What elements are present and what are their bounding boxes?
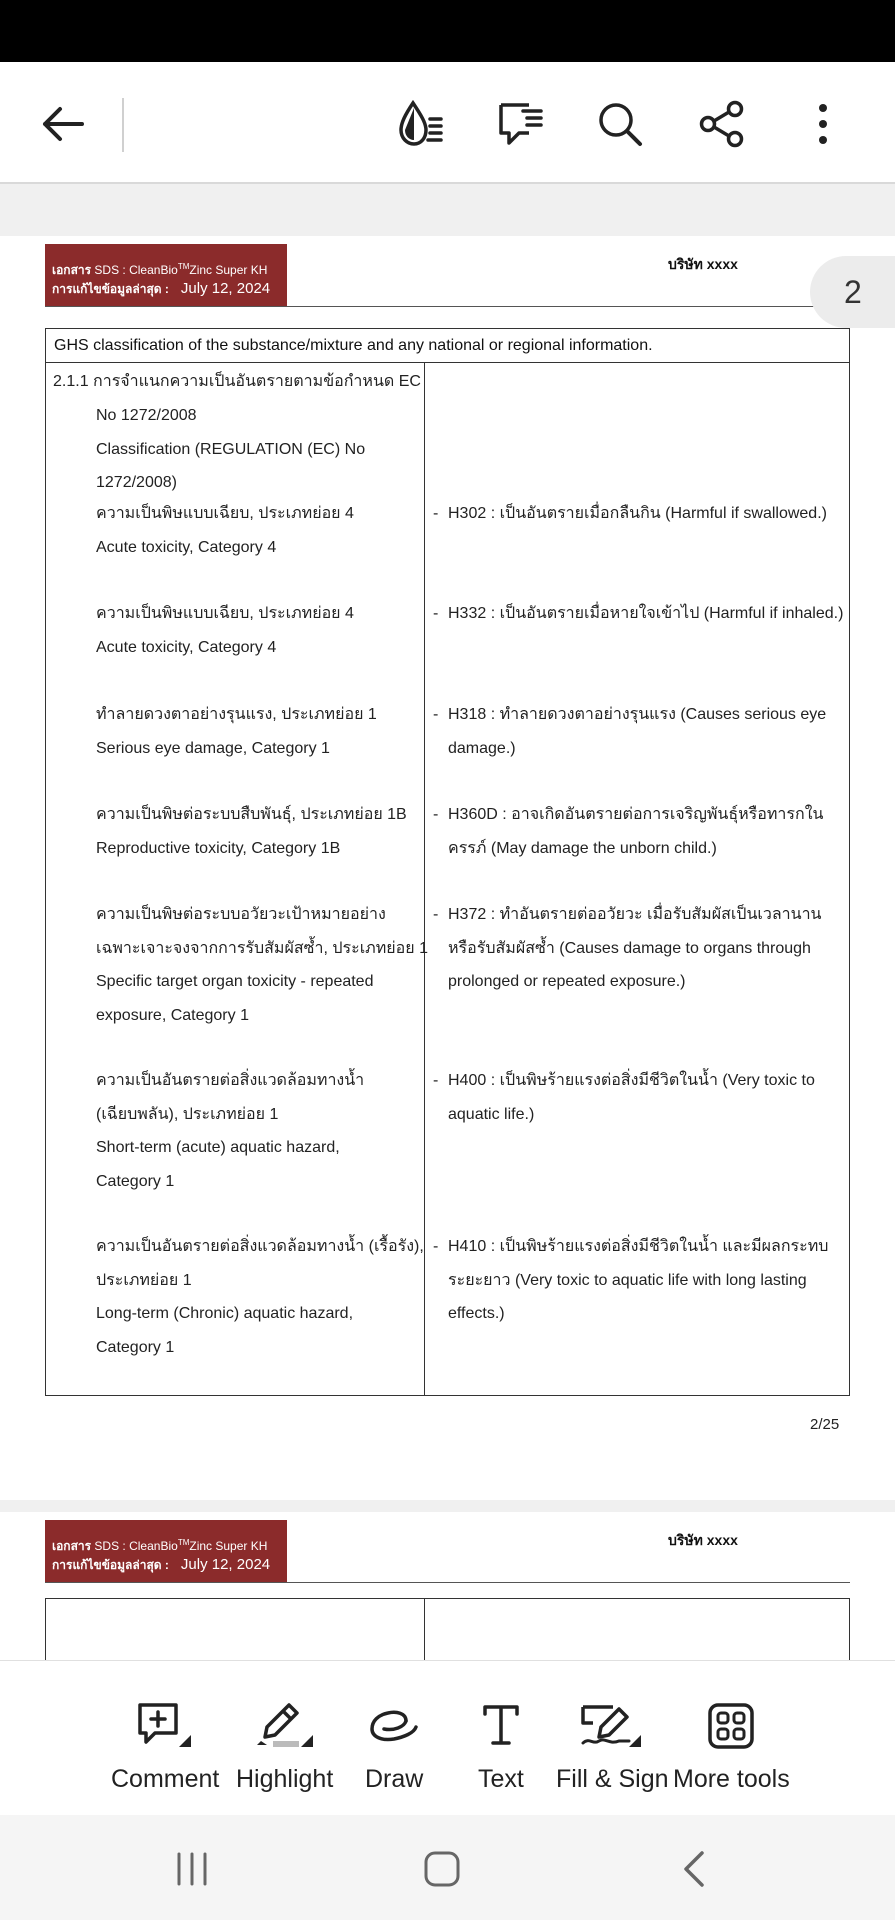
hazard-statement-line: ระยะยาว (Very toxic to aquatic life with long lasting <box>448 1271 807 1289</box>
hazard-statement-line: H360D : อาจเกิดอันตรายต่อการเจริญพันธุ์หรือทารกใน <box>448 806 824 823</box>
company-name: บริษัท xxxx <box>668 1532 738 1548</box>
page-number: 2/25 <box>810 1416 840 1433</box>
bottom-toolbar <box>0 1660 895 1815</box>
status-bar <box>0 0 895 62</box>
system-nav-bar <box>0 1815 895 1920</box>
search-icon[interactable] <box>592 96 648 152</box>
pdf-page-2 <box>0 236 895 1500</box>
intro-line: 1272/2008) <box>96 474 177 491</box>
doc-product: Zinc Super KH <box>189 263 268 277</box>
doc-header-line2 <box>52 1555 287 1575</box>
bullet-dash: - <box>433 906 439 923</box>
page-indicator-badge[interactable]: 2 <box>810 256 895 328</box>
more-tools-tool[interactable] <box>673 1701 790 1794</box>
classification-line: ความเป็นพิษแบบเฉียบ, ประเภทย่อย 4 <box>96 505 354 522</box>
comments-list-icon[interactable] <box>492 96 548 152</box>
column-divider <box>424 363 425 1395</box>
classification-line: exposure, Category 1 <box>96 1006 249 1024</box>
doc-header-line2 <box>52 279 287 299</box>
comment-tool[interactable] <box>111 1701 219 1794</box>
doc-header-box <box>45 244 287 306</box>
reading-mode-icon[interactable] <box>392 96 448 152</box>
hazard-statement-line: H302 : เป็นอันตรายเมื่อกลืนกิน (Harmful if swallowed.) <box>448 505 827 522</box>
toolbar-divider <box>122 98 124 152</box>
fill-sign-label: Fill & Sign <box>556 1765 669 1793</box>
next-table <box>45 1598 850 1660</box>
hazard-statement-line: H372 : ทำอันตรายต่ออวัยวะ เมื่อรับสัมผัสเป็นเวลานาน <box>448 906 822 923</box>
revision-date: July 12, 2024 <box>180 280 271 297</box>
doc-header-line1 <box>52 1534 287 1555</box>
comment-label: Comment <box>111 1765 220 1793</box>
bullet-dash: - <box>433 1238 439 1255</box>
doc-label: เอกสาร <box>52 1539 92 1553</box>
classification-line: ความเป็นพิษต่อระบบสืบพันธุ์, ประเภทย่อย 1B <box>96 806 407 823</box>
classification-line: (เฉียบพลัน), ประเภทย่อย 1 <box>96 1105 279 1123</box>
classification-line: Specific target organ toxicity - repeated <box>96 973 374 990</box>
top-toolbar <box>0 62 895 184</box>
ghs-classification-table <box>45 328 850 1396</box>
classification-line: Acute toxicity, Category 4 <box>96 638 277 656</box>
classification-line: Long-term (Chronic) aquatic hazard, <box>96 1305 354 1322</box>
classification-line: Serious eye damage, Category 1 <box>96 739 330 757</box>
classification-line: เฉพาะเจาะจงจากการรับสัมผัสซ้ำ, ประเภทย่อย 1 <box>96 939 428 957</box>
intro-line: No 1272/2008 <box>96 407 197 424</box>
classification-line: Reproductive toxicity, Category 1B <box>96 839 341 857</box>
text-tool[interactable] <box>478 1701 524 1794</box>
back-arrow-icon[interactable] <box>34 96 90 152</box>
doc-product: Zinc Super KH <box>189 1539 268 1553</box>
bullet-dash: - <box>433 806 439 823</box>
revision-date: July 12, 2024 <box>180 1556 271 1573</box>
trademark: TM <box>177 1538 190 1547</box>
bullet-dash: - <box>433 706 439 723</box>
doc-label: เอกสาร <box>52 263 92 277</box>
classification-line: Category 1 <box>96 1338 175 1356</box>
hazard-statement-line: H332 : เป็นอันตรายเมื่อหายใจเข้าไป (Harmful if inhaled.) <box>448 605 844 622</box>
hazard-statement-line: H410 : เป็นพิษร้ายแรงต่อสิ่งมีชีวิตในน้ำ และมีผลกระทบ <box>448 1238 829 1255</box>
hazard-statement-line: prolonged or repeated exposure.) <box>448 973 686 990</box>
bullet-dash: - <box>433 605 439 622</box>
bullet-dash: - <box>433 505 439 522</box>
classification-line: Category 1 <box>96 1172 175 1190</box>
hazard-statement-line: H318 : ทำลายดวงตาอย่างรุนแรง (Causes serious eye <box>448 706 827 723</box>
classification-line: ความเป็นพิษต่อระบบอวัยวะเป้าหมายอย่าง <box>96 906 386 923</box>
more-vert-icon[interactable] <box>795 96 851 152</box>
classification-line: Acute toxicity, Category 4 <box>96 538 277 556</box>
company-name: บริษัท xxxx <box>668 256 738 272</box>
more-tools-label: More tools <box>673 1765 790 1793</box>
recents-icon[interactable] <box>162 1845 222 1893</box>
doc-name: SDS : CleanBio <box>91 1539 178 1553</box>
doc-header-line1 <box>52 258 287 279</box>
doc-name: SDS : CleanBio <box>91 263 178 277</box>
revision-label: การแก้ไขข้อมูลล่าสุด : <box>52 282 169 296</box>
header-rule <box>45 306 850 307</box>
classification-line: ทำลายดวงตาอย่างรุนแรง, ประเภทย่อย 1 <box>96 706 377 723</box>
draw-tool[interactable] <box>365 1701 423 1794</box>
hazard-statement-line: aquatic life.) <box>448 1105 535 1123</box>
classification-line: ประเภทย่อย 1 <box>96 1271 192 1289</box>
draw-label: Draw <box>365 1765 424 1793</box>
highlight-label: Highlight <box>236 1765 334 1793</box>
header-rule <box>45 1582 850 1583</box>
trademark: TM <box>177 262 190 271</box>
revision-label: การแก้ไขข้อมูลล่าสุด : <box>52 1558 169 1572</box>
classification-line: Short-term (acute) aquatic hazard, <box>96 1139 340 1156</box>
back-icon[interactable] <box>664 1845 724 1893</box>
hazard-statement-line: ครรภ์ (May damage the unborn child.) <box>448 839 717 857</box>
share-icon[interactable] <box>694 96 750 152</box>
highlight-tool[interactable] <box>236 1701 333 1794</box>
classification-line: ความเป็นพิษแบบเฉียบ, ประเภทย่อย 4 <box>96 605 354 622</box>
fill-sign-tool[interactable] <box>556 1701 669 1794</box>
bullet-dash: - <box>433 1072 439 1089</box>
column-divider <box>424 1599 425 1660</box>
hazard-statement-line: หรือรับสัมผัสซ้ำ (Causes damage to organs through <box>448 939 811 957</box>
intro-line: 2.1.1 การจำแนกความเป็นอันตรายตามข้อกำหนด EC <box>53 373 421 390</box>
doc-header-box <box>45 1520 287 1582</box>
home-icon[interactable] <box>412 1845 472 1893</box>
hazard-statement-line: damage.) <box>448 739 516 757</box>
intro-line: Classification (REGULATION (EC) No <box>96 441 366 458</box>
text-label: Text <box>478 1765 524 1793</box>
pdf-page-3-partial <box>0 1512 895 1660</box>
hazard-statement-line: H400 : เป็นพิษร้ายแรงต่อสิ่งมีชีวิตในน้ำ (Very toxic to <box>448 1072 815 1089</box>
table-title: GHS classification of the substance/mixture and any national or regional information. <box>46 329 849 363</box>
hazard-statement-line: effects.) <box>448 1305 505 1322</box>
classification-line: ความเป็นอันตรายต่อสิ่งแวดล้อมทางน้ำ (เรื้อรัง), <box>96 1238 424 1255</box>
classification-line: ความเป็นอันตรายต่อสิ่งแวดล้อมทางน้ำ <box>96 1072 365 1089</box>
